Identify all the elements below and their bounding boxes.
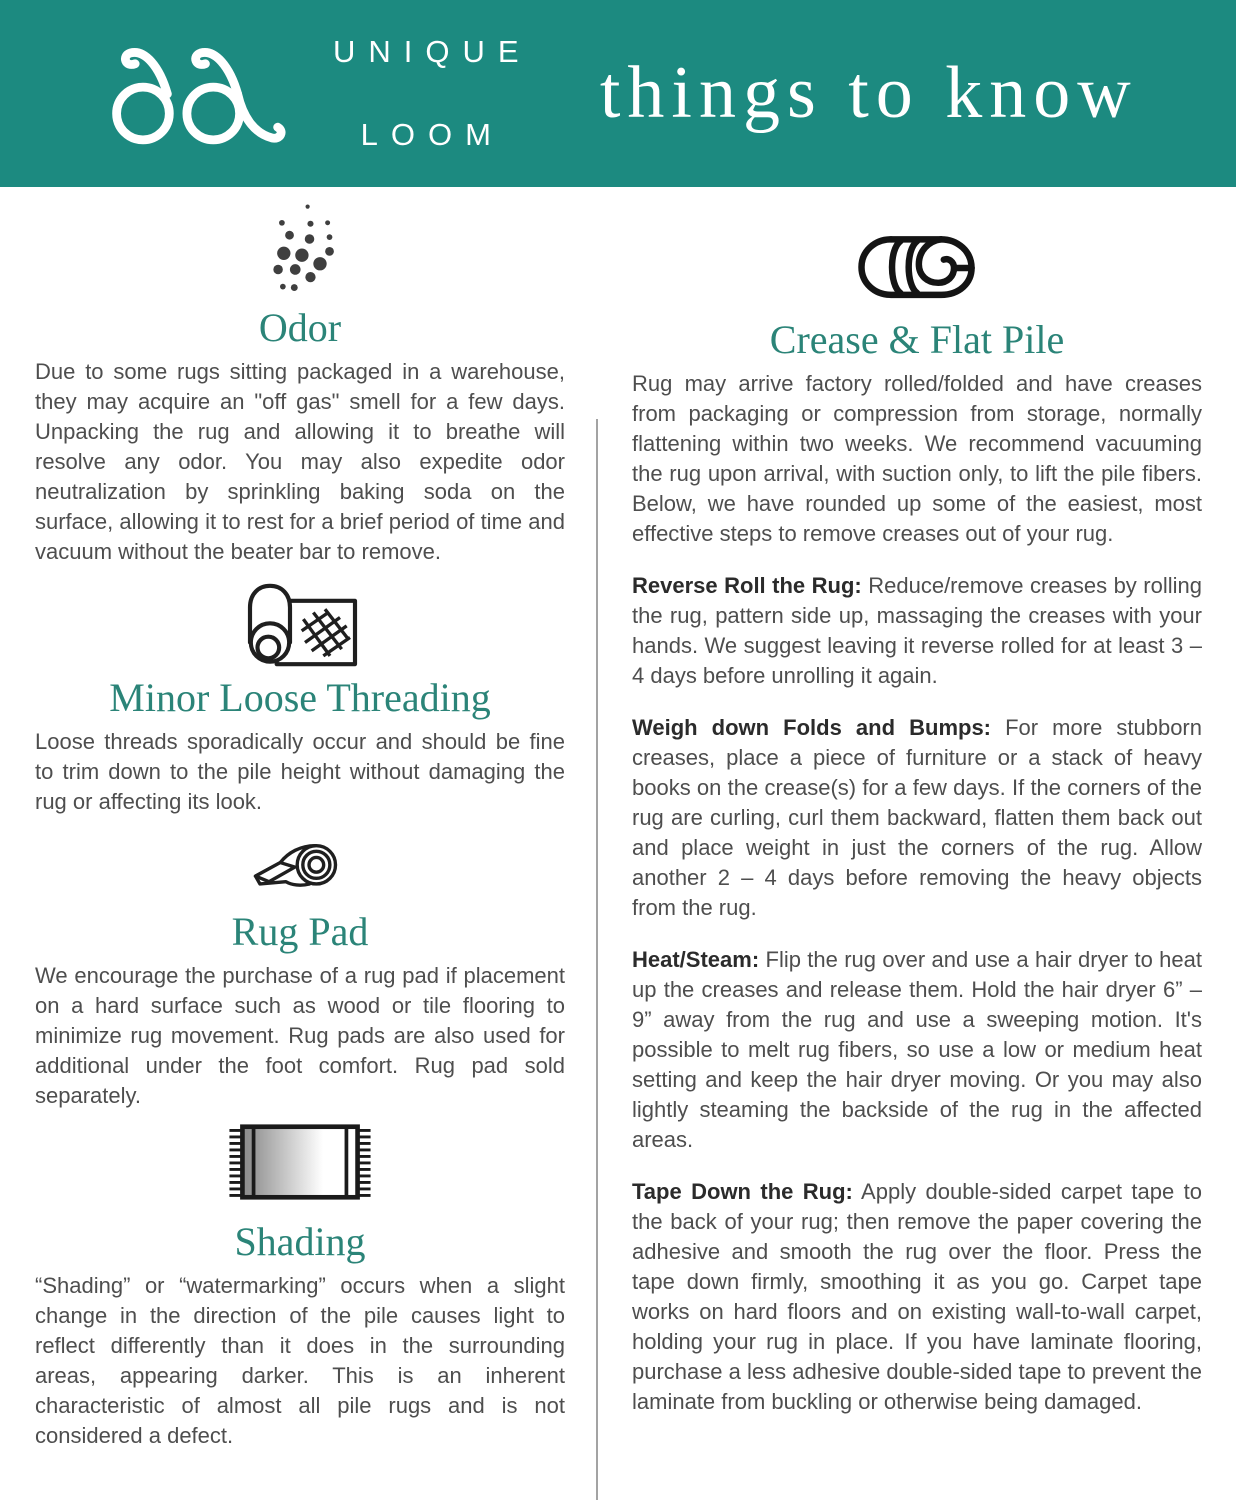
section-body-threading: Loose threads sporadically occur and should be fine to trim down to the pile height without damaging the rug or affecting its look. (35, 729, 565, 814)
section-title-threading: Minor Loose Threading (109, 675, 491, 720)
section-title-odor: Odor (258, 305, 342, 350)
tip-heat-steam-label: Heat/Steam: (632, 947, 760, 972)
section-shading (35, 1123, 565, 1451)
section-threading (35, 579, 565, 817)
unique-loom-logo-icon (100, 39, 305, 149)
tip-reverse-roll (632, 571, 1202, 691)
rolled-rug-crosshatch-icon (35, 579, 565, 671)
brand-name (333, 31, 532, 157)
brand-logo-group (100, 31, 532, 157)
right-column (632, 187, 1202, 1451)
tip-reverse-roll-label: Reverse Roll the Rug: (632, 573, 862, 598)
tip-weigh-down (632, 713, 1202, 923)
tip-tape-down-label: Tape Down the Rug: (632, 1179, 853, 1204)
content-columns (0, 187, 1236, 1451)
section-body-rug-pad: We encourage the purchase of a rug pad if placement on a hard surface such as wood or tile flooring to minimize rug movement. Rug pads are also used for additional under the foot comfort. Rug pad sold separately. (35, 963, 565, 1108)
section-title-rug-pad: Rug Pad (231, 909, 369, 954)
tip-heat-steam-text: Flip the rug over and use a hair dryer to heat up the creases and release them. Hold the hair dryer 6” – 9” away from the rug and use a sweeping motion. It's possible to melt rug fibers, so use a low or medium heat setting and keep the hair dryer moving. Or you may also lightly steaming the backside of the rug in the affected areas. (632, 947, 1202, 1152)
left-column (35, 187, 565, 1451)
section-body-shading: “Shading” or “watermarking” occurs when a slight change in the direction of the pile causes light to reflect differently than it does in the surrounding areas, appearing darker. This is an inherent characteristic of almost all pile rugs and is not considered a defect. (35, 1273, 565, 1448)
column-divider (596, 419, 598, 1500)
tip-heat-steam (632, 945, 1202, 1155)
section-odor (35, 199, 565, 567)
tip-tape-down-text: Apply double-sided carpet tape to the back of your rug; then remove the paper covering the adhesive and smooth the rug over the floor. Press the tape down firmly, smoothing it as you go. Carpet tape works on hard floors and on existing wall-to-wall carpet, holding your rug in place. If you have laminate flooring, purchase a less adhesive double-sided tape to prevent the laminate from buckling or otherwise being damaged. (632, 1179, 1202, 1414)
tip-weigh-down-label: Weigh down Folds and Bumps: (632, 715, 992, 740)
tip-weigh-down-text: For more stubborn creases, place a piece of furniture or a stack of heavy books on the crease(s) for a few days. If the corners of the rug are curling, curl them backward, flatten them back out and place weight in just the corners of the rug. Allow another 2 – 4 days before removing the heavy objects from the rug. (632, 715, 1202, 920)
page-title: things to know (599, 52, 1138, 134)
rolled-rug-side-icon (632, 231, 1202, 305)
section-intro-crease: Rug may arrive factory rolled/folded and have creases from packaging or compression from storage, normally flattening within two weeks. We recommend vacuuming the rug upon arrival, with suction only, to lift the pile fibers. Below, we have rounded up some of the easiest, most effective steps to remove creases out of your rug. (632, 371, 1202, 546)
section-body-odor: Due to some rugs sitting packaged in a warehouse, they may acquire an "off gas" smell for a few days. Unpacking the rug and allowing it to breathe will resolve any odor. You may also expedite odor neutralization by sprinkling baking soda on the surface, allowing it to rest for a brief period of time and vacuum without the beater bar to remove. (35, 359, 565, 564)
header-banner (0, 0, 1236, 187)
brand-name-line1: UNIQUE (333, 33, 532, 69)
odor-dots-icon (35, 199, 565, 299)
shaded-rug-icon (35, 1123, 565, 1201)
section-title-shading: Shading (234, 1219, 366, 1264)
rug-pad-roll-icon (35, 831, 565, 893)
tip-tape-down (632, 1177, 1202, 1417)
section-rug-pad (35, 831, 565, 1111)
section-crease-flat-pile (632, 231, 1202, 1417)
brand-name-line2: LOOM (360, 117, 504, 153)
tip-reverse-roll-text: Reduce/remove creases by rolling the rug, pattern side up, massaging the creases with your hands. We suggest leaving it reverse rolled for at least 3 – 4 days before unrolling it again. (632, 573, 1202, 688)
section-title-crease: Crease & Flat Pile (769, 317, 1065, 362)
